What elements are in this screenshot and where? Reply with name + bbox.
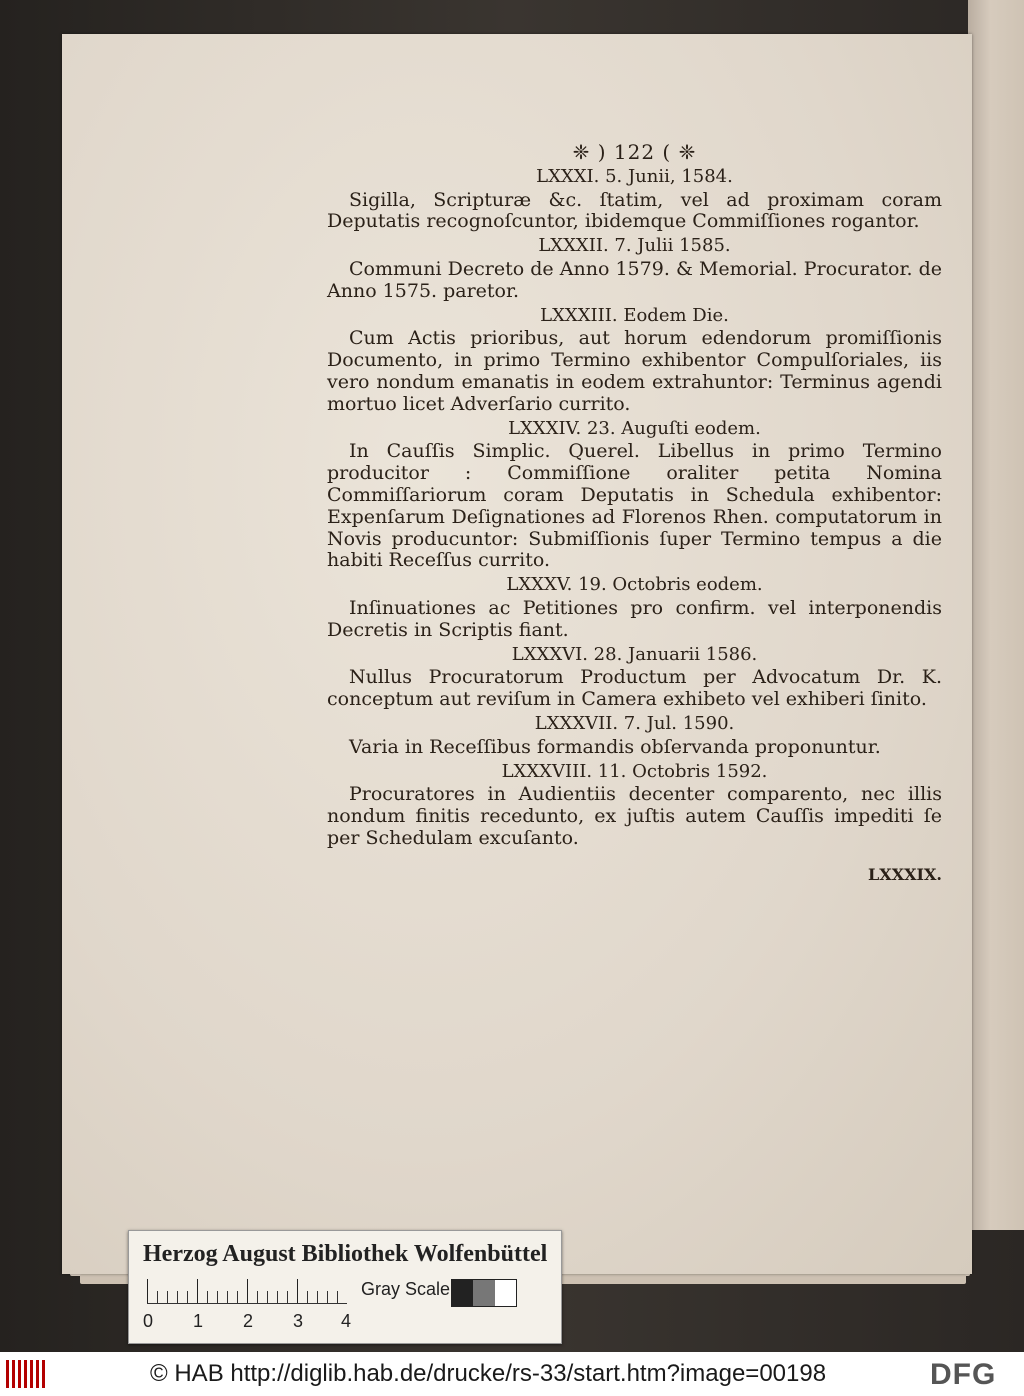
section-heading: LXXXVI. 28. Januarii 1586. bbox=[511, 643, 758, 665]
reference-card bbox=[128, 1230, 562, 1344]
ruler-number: 1 bbox=[193, 1311, 204, 1331]
dfg-logo: DFG bbox=[930, 1358, 997, 1391]
ruler-number: 4 bbox=[341, 1311, 352, 1331]
gray-scale-label: Gray Scale bbox=[361, 1279, 451, 1299]
section-heading: LXXXIII. Eodem Die. bbox=[540, 304, 729, 326]
section-text: Cum Actis prioribus, aut horum edendorum promiſſionis Documento, in primo Termino exhibentor Compulſoriales, iis vero nondum emanatis in eodem extrahuntor: Terminus agendi mortuo licet Adverſario currito. bbox=[327, 327, 942, 415]
section-heading: LXXXI. 5. Junii, 1584. bbox=[536, 165, 733, 187]
ruler-number: 2 bbox=[243, 1311, 254, 1331]
section-text: In Cauſſis Simplic. Querel. Libellus in primo Termino producitor : Commiſſione oraliter petita Nomina Commiſſariorum coram Deputatis in Schedula exhibentor: Expenſarum Deſignationes ad Florenos Rhen. computatorum in Novis producuntor: Submiſſionis ſuper Termino tempus a die habiti Receſſus currito. bbox=[327, 440, 942, 572]
page-text-block bbox=[327, 142, 942, 886]
ruler-major-ticks bbox=[147, 1279, 347, 1303]
ruler-number: 3 bbox=[293, 1311, 304, 1331]
section-text: Nullus Procuratorum Productum per Advocatum Dr. K. conceptum aut reviſum in Camera exhibeto vel exhiberi ſinito. bbox=[327, 666, 942, 711]
footer-credit-link[interactable]: © HAB http://diglib.hab.de/drucke/rs-33/start.htm?image=00198 bbox=[150, 1360, 827, 1387]
catchword: LXXXIX. bbox=[868, 864, 942, 884]
section-heading: LXXXV. 19. Octobris eodem. bbox=[506, 574, 763, 596]
hab-logo-icon bbox=[6, 1360, 46, 1388]
document-page bbox=[62, 34, 972, 1274]
section-heading: LXXXVII. 7. Jul. 1590. bbox=[534, 712, 735, 734]
facing-page-edge bbox=[968, 0, 1024, 1230]
footer-bar bbox=[0, 1352, 1024, 1396]
library-name: Herzog August Bibliothek Wolfenbüttel bbox=[143, 1241, 548, 1267]
section-heading: LXXXII. 7. Julii 1585. bbox=[538, 235, 731, 257]
section-text: Varia in Receſſibus formandis obſervanda proponuntur. bbox=[349, 735, 881, 758]
section-text: Procuratores in Audientiis decenter comparento, nec illis nondum finitis recedunto, ex juſtis autem Cauſſis impediti ſe per Schedulam excuſanto. bbox=[327, 783, 942, 849]
ruler-number: 0 bbox=[143, 1311, 154, 1331]
section-heading: LXXXIV. 23. Auguſti eodem. bbox=[508, 417, 761, 439]
page-header: ❈ ) 122 ( ❈ bbox=[572, 140, 697, 164]
section-text: Inſinuationes ac Petitiones pro confirm. vel interponendis Decretis in Scriptis fiant. bbox=[327, 596, 942, 641]
gray-scale-swatch bbox=[451, 1279, 517, 1307]
section-heading: LXXXVIII. 11. Octobris 1592. bbox=[501, 760, 768, 782]
section-text: Communi Decreto de Anno 1579. & Memorial. Procurator. de Anno 1575. paretor. bbox=[327, 257, 942, 302]
section-text: Sigilla, Scripturæ &c. ſtatim, vel ad proximam coram Deputatis recognoſcuntor, ibidemque Commiſſiones rogantor. bbox=[327, 188, 942, 233]
